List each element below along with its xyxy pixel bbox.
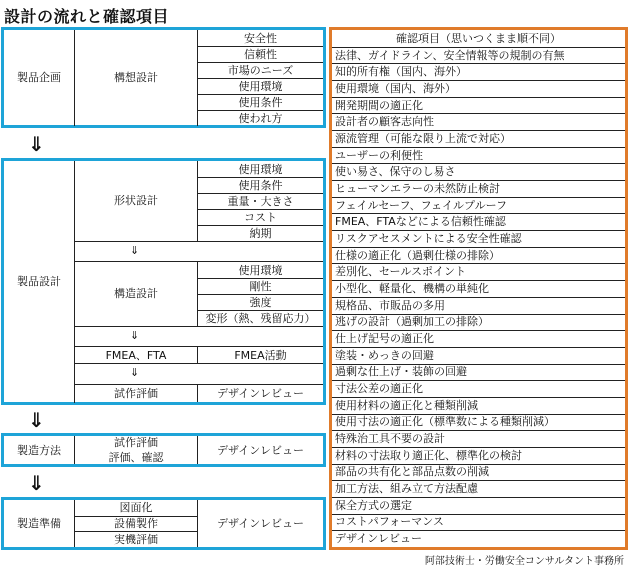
manufacturing-sub-2: 評価、確認 xyxy=(108,451,164,464)
preparation-sub: 図面化 xyxy=(119,501,153,515)
checklist-item: ユーザーの利便性 xyxy=(335,148,423,162)
preparation-sub: 設備製作 xyxy=(114,516,158,530)
checklist-item: 法律、ガイドライン、安全情報等の規制の有無 xyxy=(335,48,565,62)
checklist-item: 仕様の適正化（過剰仕様の排除） xyxy=(335,248,500,262)
checklist-item: リスクアセスメントによる安全性確認 xyxy=(335,231,522,245)
checklist-item: デザインレビュー xyxy=(335,532,422,546)
preparation-right: デザインレビュー xyxy=(217,517,304,530)
checklist-item: 設計者の顧客志向性 xyxy=(335,115,434,129)
planning-item: 使われ方 xyxy=(238,111,283,125)
checklist-item: 小型化、軽量化、機構の単純化 xyxy=(335,281,489,295)
shape-item: 使用条件 xyxy=(238,178,283,192)
small-arrow-1: ⇓ xyxy=(130,244,140,257)
planning-item: 安全性 xyxy=(244,31,277,45)
planning-item: 市場のニーズ xyxy=(227,63,294,77)
checklist-item: 使用材料の適正化と種類削減 xyxy=(335,398,478,412)
manufacturing-sub-1: 試作評価 xyxy=(114,436,158,449)
checklist-item: 塗装・めっきの回避 xyxy=(335,348,434,362)
checklist-item: 差別化、セールスポイント xyxy=(335,265,467,279)
checklist-item: 部品の共有化と部品点数の削減 xyxy=(335,465,489,479)
page-title: 設計の流れと確認項目 xyxy=(4,7,170,26)
flow-arrow: ⇓ xyxy=(28,471,45,495)
stage-manufacturing-label: 製造方法 xyxy=(17,443,61,457)
manufacturing-right: デザインレビュー xyxy=(217,443,304,457)
checklist-item: 知的所有権（国内、海外） xyxy=(335,65,467,79)
small-arrow-2: ⇓ xyxy=(130,329,140,342)
stage-design-label: 製品設計 xyxy=(17,275,61,288)
shape-item: 使用環境 xyxy=(238,162,283,176)
planning-item: 信頼性 xyxy=(244,47,277,61)
checklist-item: 仕上げ記号の適正化 xyxy=(335,332,434,346)
checklist-item: 規格品、市販品の多用 xyxy=(335,298,445,312)
checklist-item: 保全方式の選定 xyxy=(335,498,412,512)
checklist-item: 逃げの設計（過剰加工の排除） xyxy=(335,315,489,329)
planning-item: 使用条件 xyxy=(238,95,283,109)
checklist-item: FMEA、FTAなどによる信頼性確認 xyxy=(335,215,506,229)
shape-item: 重量・大きさ xyxy=(227,194,294,208)
fmea-right: FMEA活動 xyxy=(234,348,287,362)
stage-planning-sub: 構想設計 xyxy=(114,71,158,84)
structure-item: 使用環境 xyxy=(238,263,283,277)
preparation-sub: 実機評価 xyxy=(114,532,158,546)
trial-right: デザインレビュー xyxy=(217,387,304,400)
checklist-header: 確認項目（思いつくまま順不同） xyxy=(396,31,561,45)
checklist-item: ヒューマンエラーの未然防止検討 xyxy=(335,181,500,195)
checklist-item: 使い易さ、保守のし易さ xyxy=(335,165,456,179)
structure-item: 剛性 xyxy=(249,279,272,293)
credit-text: 阿部技術士・労働安全コンサルタント事務所 xyxy=(424,556,624,567)
checklist-item: 材料の寸法取り適正化、標準化の検討 xyxy=(335,448,522,462)
fmea-left: FMEA、FTA xyxy=(105,348,167,362)
shape-item: コスト xyxy=(244,210,277,224)
checklist-item: 過剰な仕上げ・装飾の回避 xyxy=(335,365,467,379)
shape-item: 納期 xyxy=(249,226,272,240)
checklist-item: 源流管理（可能な限り上流で対応） xyxy=(335,131,511,145)
planning-item: 使用環境 xyxy=(238,79,283,93)
checklist-item: 加工方法、組み立て方法配慮 xyxy=(335,482,478,496)
trial-left: 試作評価 xyxy=(114,387,158,400)
flow-arrow: ⇓ xyxy=(28,408,45,432)
checklist-item: フェイルセーフ、フェイルプルーフ xyxy=(335,198,508,212)
structure-item: 強度 xyxy=(249,295,272,309)
checklist-item: 使用環境（国内、海外） xyxy=(335,81,456,95)
structure-item: 変形（熱、残留応力） xyxy=(205,311,316,325)
flow-arrow: ⇓ xyxy=(28,132,45,156)
checklist-item: 開発期間の適正化 xyxy=(335,98,423,112)
shape-design-label: 形状設計 xyxy=(114,194,158,207)
checklist-item: コストパフォーマンス xyxy=(335,515,444,529)
small-arrow-3: ⇓ xyxy=(130,366,140,379)
structure-design-label: 構造設計 xyxy=(114,287,158,300)
checklist-item: 特殊治工具不要の設計 xyxy=(335,432,445,446)
stage-planning-label: 製品企画 xyxy=(17,71,61,84)
stage-preparation-label: 製造準備 xyxy=(17,517,61,530)
checklist-item: 寸法公差の適正化 xyxy=(335,382,423,396)
checklist-item: 使用寸法の適正化（標準数による種類削減） xyxy=(335,415,555,429)
